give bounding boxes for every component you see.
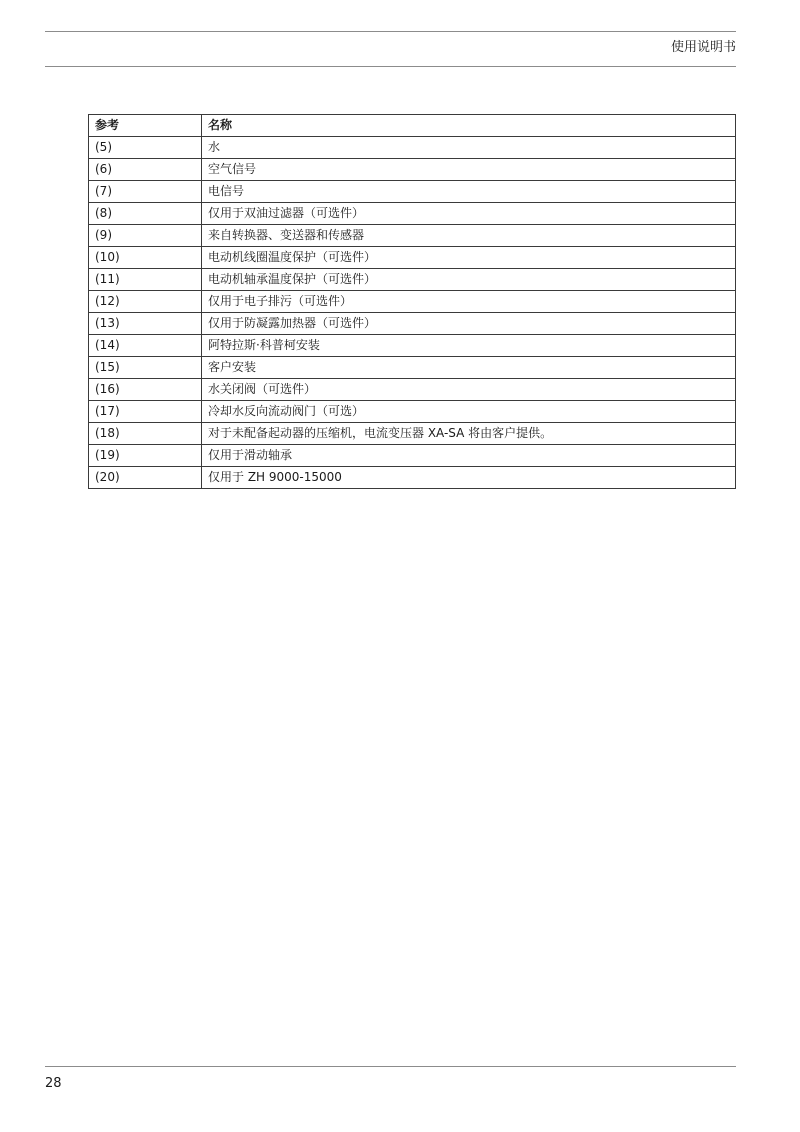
- table-row: [89, 159, 736, 181]
- table-row: [89, 269, 736, 291]
- ref-cell: (17): [89, 401, 202, 423]
- name-cell: 客户安装: [202, 357, 736, 379]
- reference-table: [88, 114, 736, 489]
- page-number: 28: [45, 1076, 62, 1091]
- name-cell: 水: [202, 137, 736, 159]
- column-header-name: 名称: [202, 115, 736, 137]
- ref-cell: (18): [89, 423, 202, 445]
- ref-cell: (13): [89, 313, 202, 335]
- header-top-rule: [45, 31, 736, 32]
- ref-cell: (11): [89, 269, 202, 291]
- name-cell: 来自转换器、变送器和传感器: [202, 225, 736, 247]
- ref-cell: (5): [89, 137, 202, 159]
- ref-cell: (10): [89, 247, 202, 269]
- name-cell: 仅用于双油过滤器（可选件）: [202, 203, 736, 225]
- ref-cell: (14): [89, 335, 202, 357]
- table-row: [89, 247, 736, 269]
- footer-rule: [45, 1066, 736, 1067]
- name-cell: 电动机线圈温度保护（可选件）: [202, 247, 736, 269]
- ref-cell: (6): [89, 159, 202, 181]
- table-row: [89, 291, 736, 313]
- table-row: [89, 335, 736, 357]
- name-cell: 仅用于 ZH 9000-15000: [202, 467, 736, 489]
- name-cell: 空气信号: [202, 159, 736, 181]
- table-row: [89, 313, 736, 335]
- name-cell: 冷却水反向流动阀门（可选）: [202, 401, 736, 423]
- name-cell: 仅用于电子排污（可选件）: [202, 291, 736, 313]
- name-cell: 仅用于防凝露加热器（可选件）: [202, 313, 736, 335]
- ref-cell: (20): [89, 467, 202, 489]
- name-cell: 仅用于滑动轴承: [202, 445, 736, 467]
- document-title: 使用说明书: [670, 40, 736, 55]
- table-row: [89, 137, 736, 159]
- ref-cell: (8): [89, 203, 202, 225]
- column-header-ref: 参考: [89, 115, 202, 137]
- ref-cell: (9): [89, 225, 202, 247]
- header-bottom-rule: [45, 66, 736, 67]
- ref-cell: (16): [89, 379, 202, 401]
- name-cell: 对于未配备起动器的压缩机，电流变压器 XA-SA 将由客户提供。: [202, 423, 736, 445]
- name-cell: 电信号: [202, 181, 736, 203]
- table-row: [89, 423, 736, 445]
- table-row: [89, 357, 736, 379]
- table-row: [89, 401, 736, 423]
- table-row: [89, 379, 736, 401]
- ref-cell: (15): [89, 357, 202, 379]
- table-header-row: [89, 115, 736, 137]
- name-cell: 水关闭阀（可选件）: [202, 379, 736, 401]
- ref-cell: (19): [89, 445, 202, 467]
- table-row: [89, 445, 736, 467]
- name-cell: 阿特拉斯·科普柯安装: [202, 335, 736, 357]
- ref-cell: (7): [89, 181, 202, 203]
- table-row: [89, 225, 736, 247]
- ref-cell: (12): [89, 291, 202, 313]
- table-row: [89, 181, 736, 203]
- table-row: [89, 203, 736, 225]
- name-cell: 电动机轴承温度保护（可选件）: [202, 269, 736, 291]
- table-row: [89, 467, 736, 489]
